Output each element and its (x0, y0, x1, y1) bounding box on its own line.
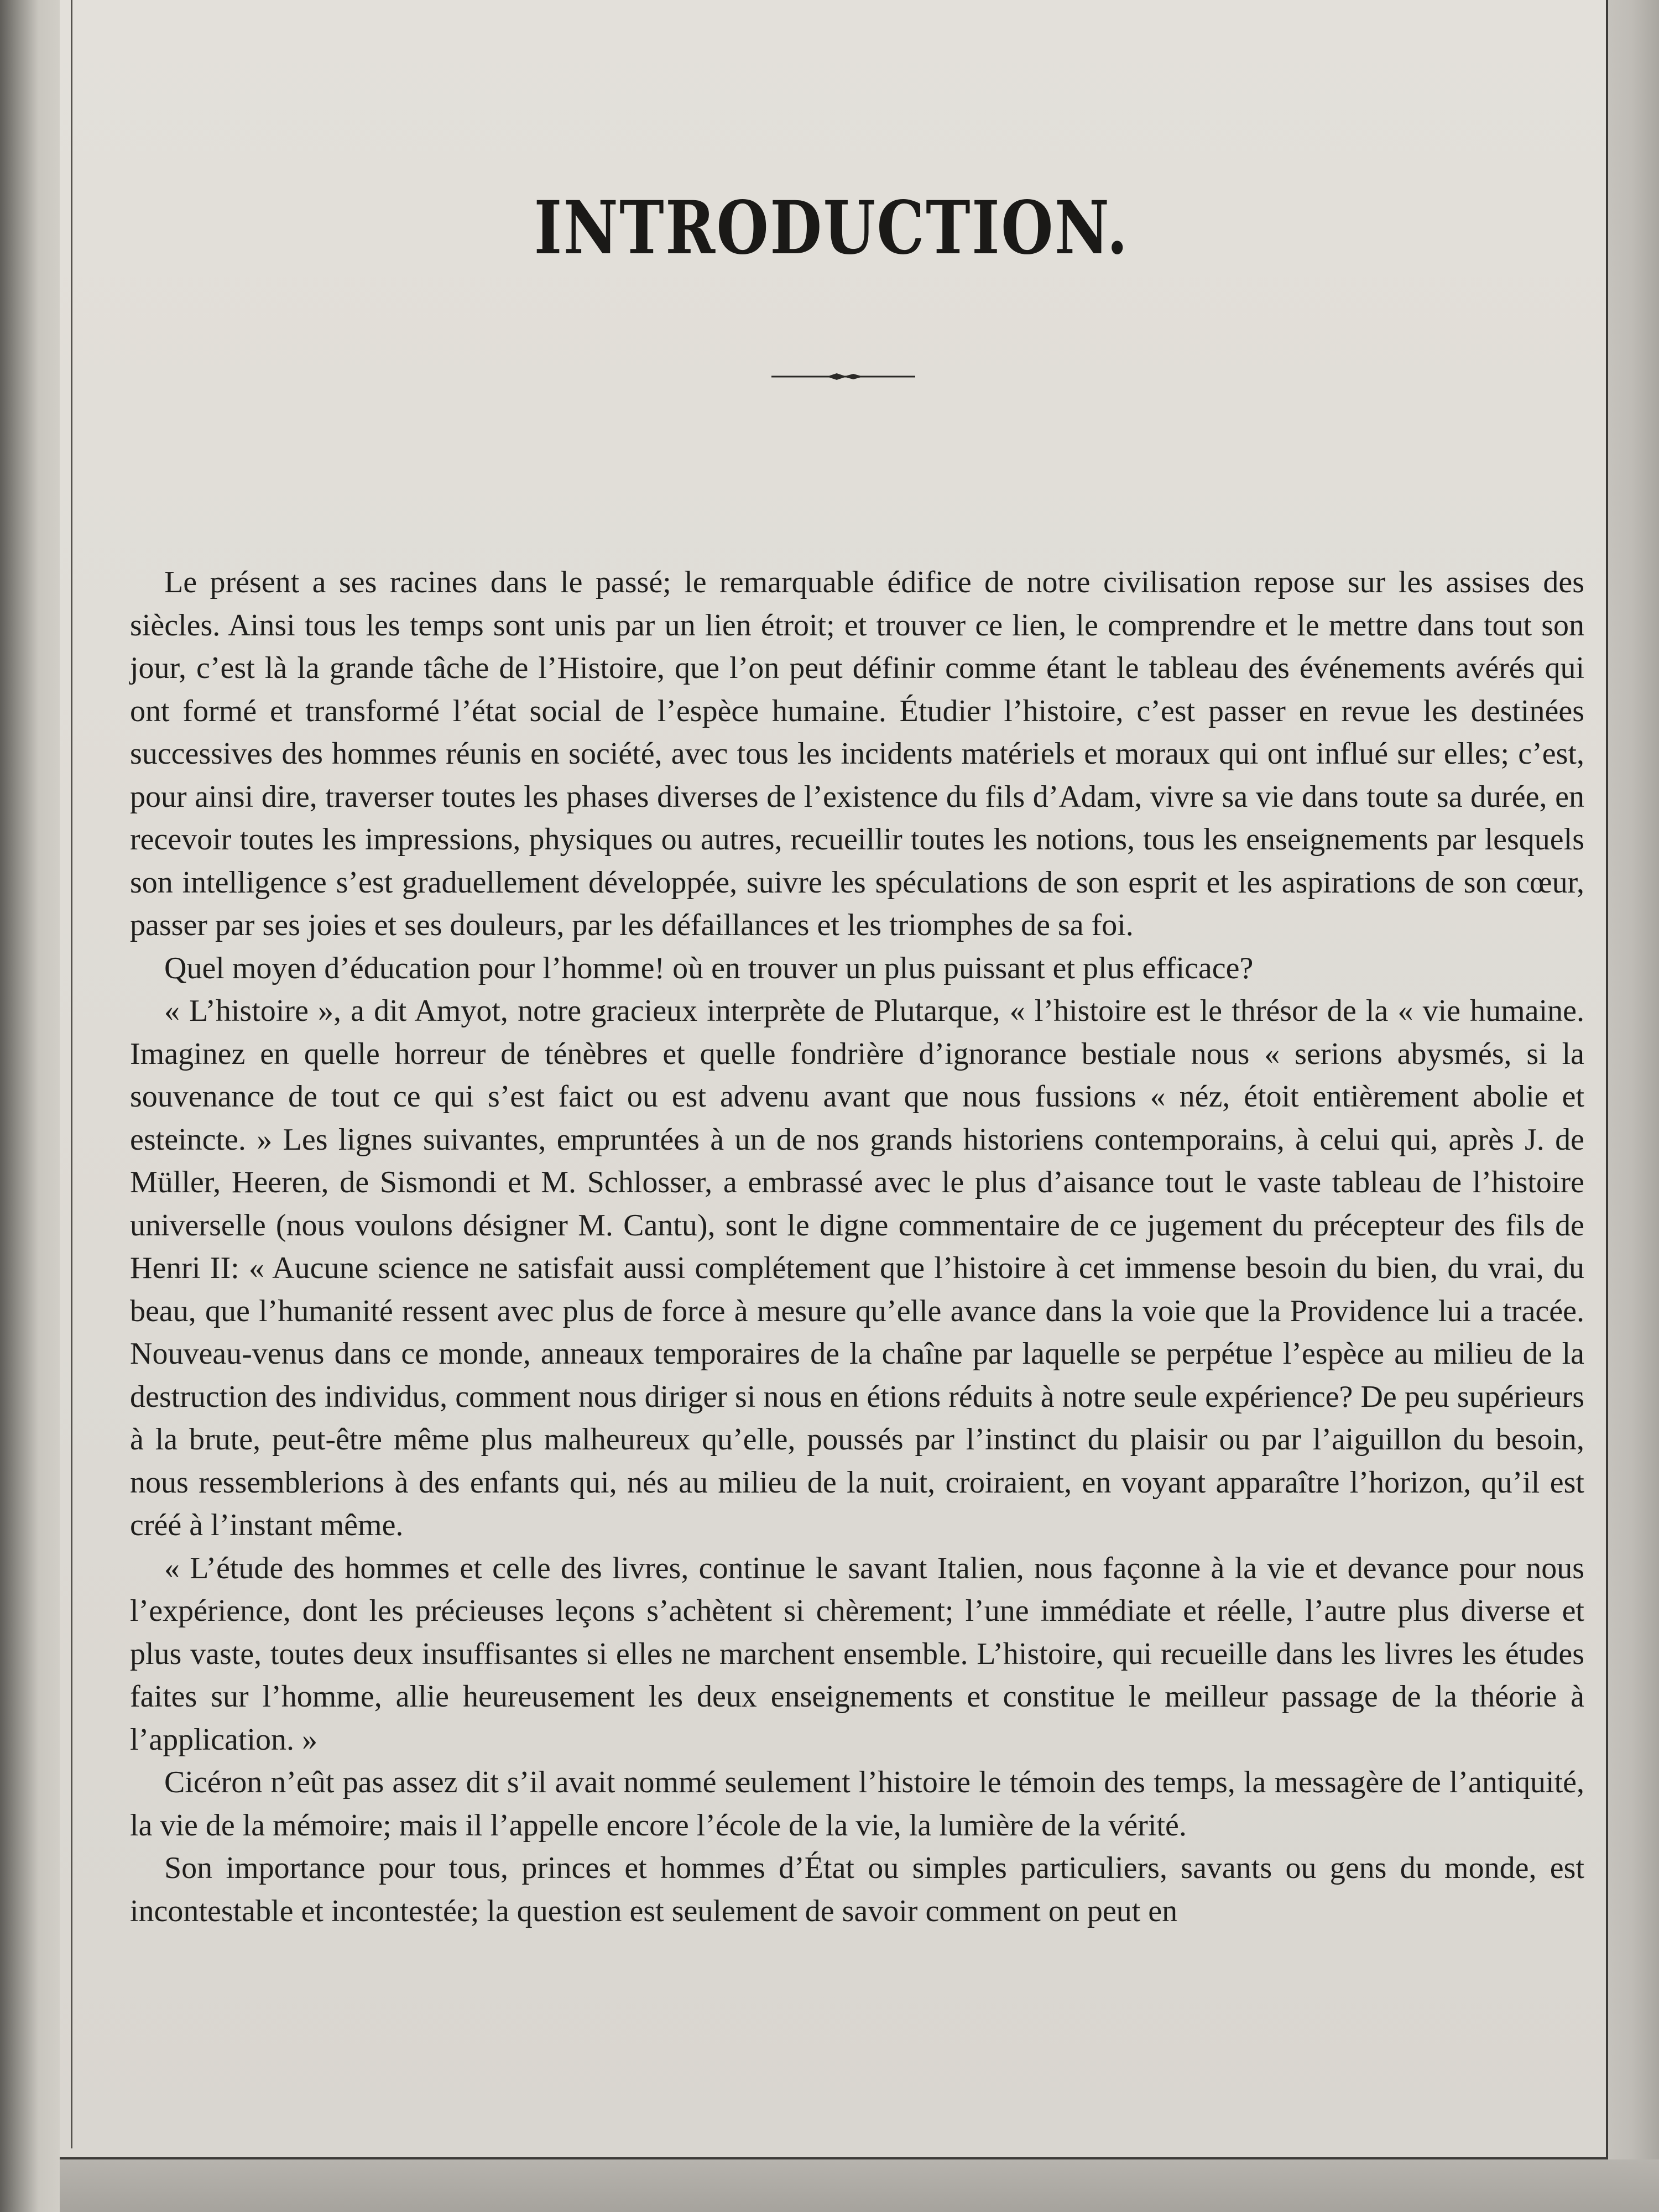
paragraph-6: Son importance pour tous, princes et hommes d’État ou simples particuliers, savants ou gens du monde, est incontestable et incontestée; la question est seulement de savoir comment on peut en (130, 1851, 1584, 1928)
paragraph-1: Le présent a ses racines dans le passé; le remarquable édifice de notre civilisation repose sur les assises des siècles. Ainsi tous les temps sont unis par un lien étroit; et trouver ce lien, le comprendre et le mettre dans tout son jour, c’est là la grande tâche de l’Histoire, que l’on peut définir comme étant le tableau des événements avérés qui ont formé et transformé l’état social de l’espèce humaine. Étudier l’histoire, c’est passer en revue les destinées successives des hommes réunis en société, avec tous les incidents matériels et moraux qui ont influé sur elles; c’est, pour ainsi dire, traverser toutes les phases diverses de l’existence du fils d’Adam, vivre sa vie dans toute sa durée, en recevoir toutes les impressions, physiques ou autres, recueillir toutes les notions, tous les enseignements par lesquels son intelligence s’est graduellement développée, suivre les spéculations de son esprit et les aspirations de son cœur, passer par ses joies et ses douleurs, par les défaillances et les triomphes de sa foi. (130, 565, 1584, 942)
page-title: INTRODUCTION. (534, 185, 1129, 271)
body-text (130, 561, 1584, 1933)
paragraph-2: Quel moyen d’éducation pour l’homme! où en trouver un plus puissant et plus efficace? (164, 951, 1254, 985)
paragraph-3: « L’histoire », a dit Amyot, notre gracieux interprète de Plutarque, « l’histoire est le thrésor de la « vie humaine. Imaginez en quelle horreur de ténèbres et quelle fondrière d’ignorance bestiale nous « serions abysmés, si la souvenance de tout ce qui s’est faict ou est advenu avant que nous fussions « néz, étoit entièrement abolie et esteincte. » Les lignes suivantes, empruntées à un de nos grands historiens contemporains, à celui qui, après J. de Müller, Heeren, de Sismondi et M. Schlosser, a embrassé avec le plus d’aisance tout le vaste tableau de l’histoire universelle (nous voulons désigner M. Cantu), sont le digne commentaire de ce jugement du précepteur des fils de Henri II: « Aucune science ne satisfait aussi complétement que l’histoire à cet immense besoin du bien, du vrai, du beau, que l’humanité ressent avec plus de force à mesure qu’elle avance dans la voie que la Providence lui a tracée. Nouveau-venus dans ce monde, anneaux temporaires de la chaîne par laquelle se perpétue l’espèce au milieu de la destruction des individus, comment nous diriger si nous en étions réduits à notre seule expérience? De peu supérieurs à la brute, peut-être même plus malheureux qu’elle, poussés par l’instinct du plaisir ou par l’aiguillon du besoin, nous ressemblerions à des enfants qui, nés au milieu de la nuit, croiraient, en voyant apparaître l’horizon, qu’il est créé à l’instant même. (130, 994, 1584, 1542)
lower-page-edge (60, 2159, 1659, 2212)
paragraph-4: « L’étude des hommes et celle des livres, continue le savant Italien, nous façonne à la vie et devance pour nous l’expérience, dont les précieuses leçons s’achètent si chèrement; l’une immédiate et réelle, l’autre plus diverse et plus vaste, toutes deux insuffisantes si elles ne marchent ensemble. L’histoire, qui recueille dans les livres les études faites sur l’homme, allie heureusement les deux enseignements et constitue le meilleur passage de la théorie à l’application. » (130, 1551, 1584, 1757)
title-ornament-divider (771, 369, 915, 384)
paragraph-5: Cicéron n’eût pas assez dit s’il avait nommé seulement l’histoire le témoin des temps, la messagère de l’antiquité, la vie de la mémoire; mais il l’appelle encore l’école de la vie, la lumière de la vérité. (130, 1765, 1584, 1843)
